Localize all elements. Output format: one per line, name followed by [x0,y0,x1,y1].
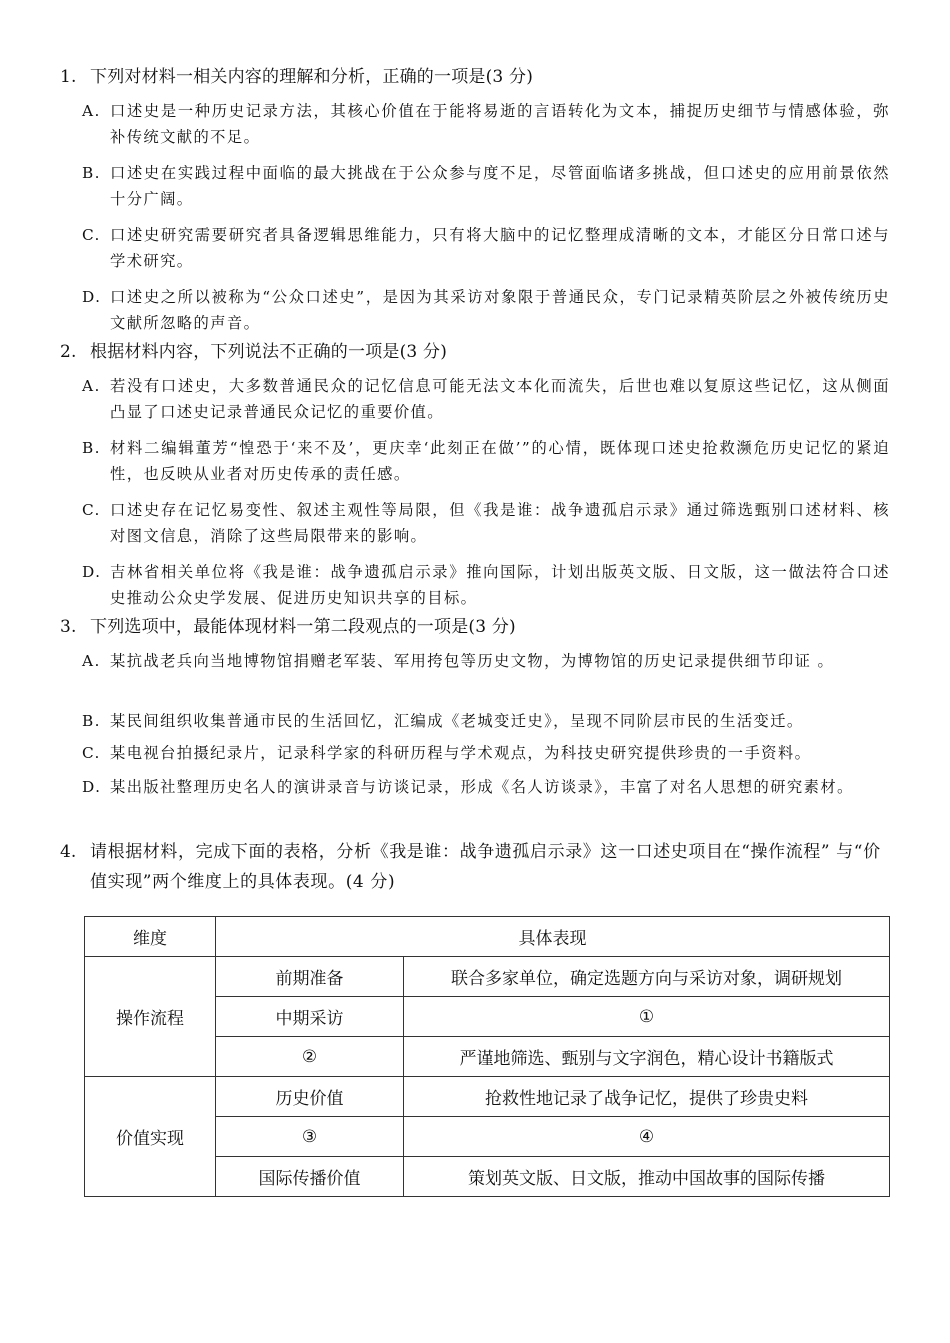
option-label: A. [82,377,101,395]
answer-blank-4[interactable]: ④ [404,1117,890,1157]
option-3a[interactable] [82,648,890,674]
option-1b[interactable] [82,160,890,212]
answer-blank-3[interactable]: ③ [216,1117,404,1157]
option-2c[interactable] [82,497,890,549]
option-text: 某电视台拍摄纪录片，记录科学家的科研历程与学术观点，为科技史研究提供珍贵的一手资料。 [110,744,812,762]
option-text: 口述史存在记忆易变性、叙述主观性等局限，但《我是谁：战争遗孤启示录》通过筛选甄别口述材料、核对图文信息，消除了这些局限带来的影响。 [110,501,890,545]
option-text: 口述史在实践过程中面临的最大挑战在于公众参与度不足，尽管面临诸多挑战，但口述史的应用前景依然十分广阔。 [110,164,890,208]
option-label: C. [82,501,101,519]
option-text: 材料二编辑董芳“惶恐于‘来不及’，更庆幸‘此刻正在做’”的心情，既体现口述史抢救濒危历史记忆的紧迫性，也反映从业者对历史传承的责任感。 [110,439,890,483]
option-1d[interactable] [82,284,890,336]
option-1a[interactable] [82,98,890,150]
group-name-value: 价值实现 [85,1077,216,1197]
option-3b[interactable] [82,708,890,734]
table-row [85,1077,890,1117]
header-detail: 具体表现 [216,917,890,957]
option-2d[interactable] [82,559,890,611]
option-label: A. [82,102,101,120]
table-row [85,957,890,997]
header-dimension: 维度 [85,917,216,957]
option-text: 某民间组织收集普通市民的生活回忆，汇编成《老城变迁史》，呈现不同阶层市民的生活变迁。 [110,712,804,730]
answer-blank-2[interactable]: ② [216,1037,404,1077]
option-2b[interactable] [82,435,890,487]
option-text: 口述史之所以被称为“公众口述史”，是因为其采访对象限于普通民众，专门记录精英阶层之外被传统历史文献所忽略的声音。 [110,288,890,332]
option-3c[interactable] [82,740,890,766]
option-label: D. [82,563,102,581]
option-1c[interactable] [82,222,890,274]
answer-table [84,916,890,1197]
row-detail: 策划英文版、日文版，推动中国故事的国际传播 [404,1157,890,1197]
option-text: 若没有口述史，大多数普通民众的记忆信息可能无法文本化而流失，后世也难以复原这些记忆，这从侧面凸显了口述史记录普通民众记忆的重要价值。 [110,377,890,421]
question-stem: 下列选项中，最能体现材料一第二段观点的一项是(3 分) [90,617,516,637]
option-3d[interactable] [82,774,890,800]
question-number: 3. [60,617,77,637]
option-label: C. [82,226,101,244]
row-item: 前期准备 [216,957,404,997]
option-text: 某出版社整理历史名人的演讲录音与访谈记录，形成《名人访谈录》，丰富了对名人思想的研究素材。 [110,778,854,796]
table-header-row [85,917,890,957]
option-text: 口述史是一种历史记录方法，其核心价值在于能将易逝的言语转化为文本，捕捉历史细节与情感体验，弥补传统文献的不足。 [110,102,890,146]
option-label: B. [82,164,101,182]
option-text: 某抗战老兵向当地博物馆捐赠老军装、军用挎包等历史文物，为博物馆的历史记录提供细节印证 。 [110,652,835,670]
row-item: 中期采访 [216,997,404,1037]
option-label: B. [82,712,101,730]
question-4 [60,837,890,897]
question-number: 2. [60,342,77,362]
question-stem: 根据材料内容，下列说法不正确的一项是(3 分) [90,342,448,362]
group-name-operation: 操作流程 [85,957,216,1077]
answer-blank-1[interactable]: ① [404,997,890,1037]
option-label: D. [82,288,102,306]
row-detail: 抢救性地记录了战争记忆，提供了珍贵史料 [404,1077,890,1117]
row-item: 历史价值 [216,1077,404,1117]
option-text: 吉林省相关单位将《我是谁：战争遗孤启示录》推向国际，计划出版英文版、日文版，这一做法符合口述史推动公众史学发展、促进历史知识共享的目标。 [110,563,890,607]
question-stem: 下列对材料一相关内容的理解和分析，正确的一项是(3 分) [90,67,534,87]
question-stem: 请根据材料，完成下面的表格，分析《我是谁：战争遗孤启示录》这一口述史项目在“操作流程” 与“价值实现”两个维度上的具体表现。(4 分) [90,842,881,892]
question-number: 1. [60,67,77,87]
question-number: 4. [60,842,77,862]
option-2a[interactable] [82,373,890,425]
option-label: B. [82,439,101,457]
option-text: 口述史研究需要研究者具备逻辑思维能力，只有将大脑中的记忆整理成清晰的文本，才能区分日常口述与学术研究。 [110,226,890,270]
option-label: A. [82,652,101,670]
row-detail: 联合多家单位，确定选题方向与采访对象，调研规划 [404,957,890,997]
option-label: C. [82,744,101,762]
row-item: 国际传播价值 [216,1157,404,1197]
row-detail: 严谨地筛选、甄别与文字润色，精心设计书籍版式 [404,1037,890,1077]
option-label: D. [82,778,102,796]
